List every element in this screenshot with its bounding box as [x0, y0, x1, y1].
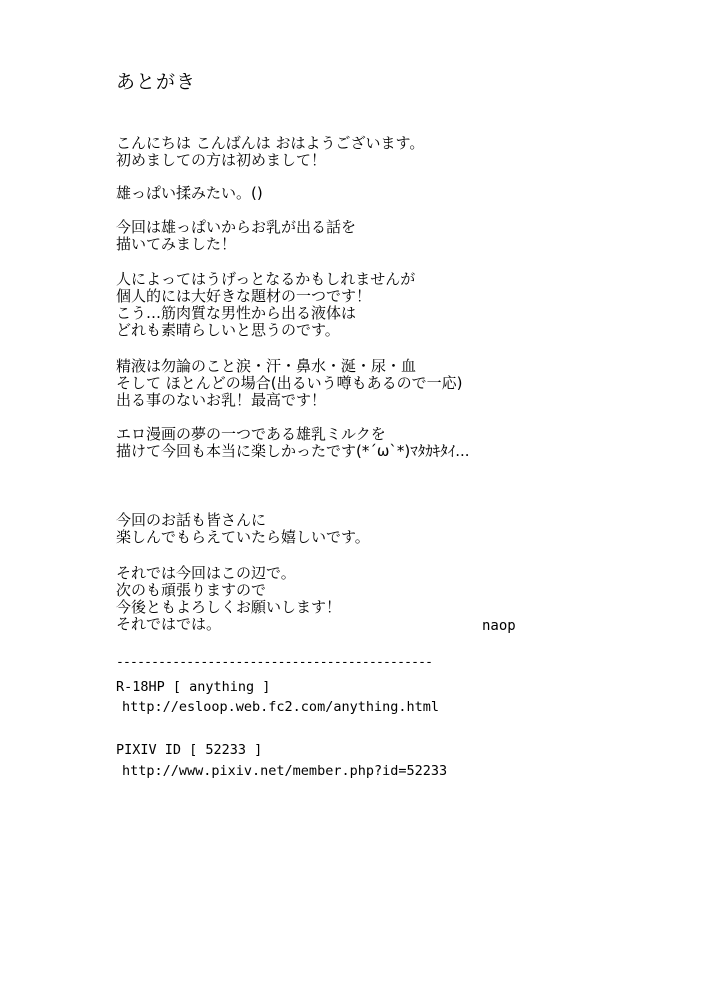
dash-divider: ---------------------------------------------	[116, 655, 433, 670]
paragraph-theme	[116, 271, 415, 339]
text-line: それでは今回はこの辺で。	[116, 564, 296, 582]
text-line: そして ほとんどの場合(出るいう噂もあるので一応)	[116, 374, 463, 392]
text-line: 楽しんでもらえていたら嬉しいです。	[116, 528, 370, 546]
text-line: 精液は勿論のこと涙・汗・鼻水・涎・尿・血	[116, 357, 417, 375]
author-signature: naop	[482, 618, 516, 634]
text-line: 出る事のないお乳！最高です！	[116, 391, 327, 409]
text-line: 個人的には大好きな題材の一つです！	[116, 287, 372, 305]
text-line: 描けて今回も本当に楽しかったです(*´ω`*)ﾏﾀｶｷﾀｲ...	[116, 442, 470, 460]
text-line: 初めましての方は初めまして！	[116, 151, 327, 169]
text-line: 今回は雄っぱいからお乳が出る話を	[116, 218, 357, 236]
paragraph-greeting	[116, 135, 424, 169]
page-title: あとがき	[116, 71, 197, 93]
paragraph-story	[116, 219, 356, 253]
paragraph-thanks	[116, 512, 370, 546]
text-line: 人によってはうげっとなるかもしれませんが	[116, 270, 416, 288]
paragraph-dream	[116, 426, 470, 460]
text-line: 描いてみました！	[116, 235, 237, 253]
text-line: 今後ともよろしくお願いします！	[116, 598, 342, 616]
hp-url-link[interactable]: http://esloop.web.fc2.com/anything.html	[122, 699, 439, 715]
text-line: こんにちは こんばんは おはようございます。	[116, 134, 425, 152]
paragraph-wish	[116, 185, 263, 202]
paragraph-closing	[116, 565, 341, 633]
pixiv-url-link[interactable]: http://www.pixiv.net/member.php?id=52233	[122, 763, 448, 779]
hp-label: R-18HP [ anything ]	[116, 679, 271, 695]
text-line: それではでは。	[116, 615, 222, 633]
text-line: 今回のお話も皆さんに	[116, 511, 267, 529]
text-line: 次のも頑張りますので	[116, 581, 267, 599]
text-line: 雄っぱい揉みたい。()	[116, 184, 263, 202]
text-line: こう…筋肉質な男性から出る液体は	[116, 304, 357, 322]
pixiv-label: PIXIV ID [ 52233 ]	[116, 742, 263, 758]
paragraph-fluids	[116, 358, 462, 409]
text-line: どれも素晴らしいと思うのです。	[116, 321, 340, 339]
text-line: エロ漫画の夢の一つである雄乳ミルクを	[116, 425, 386, 443]
